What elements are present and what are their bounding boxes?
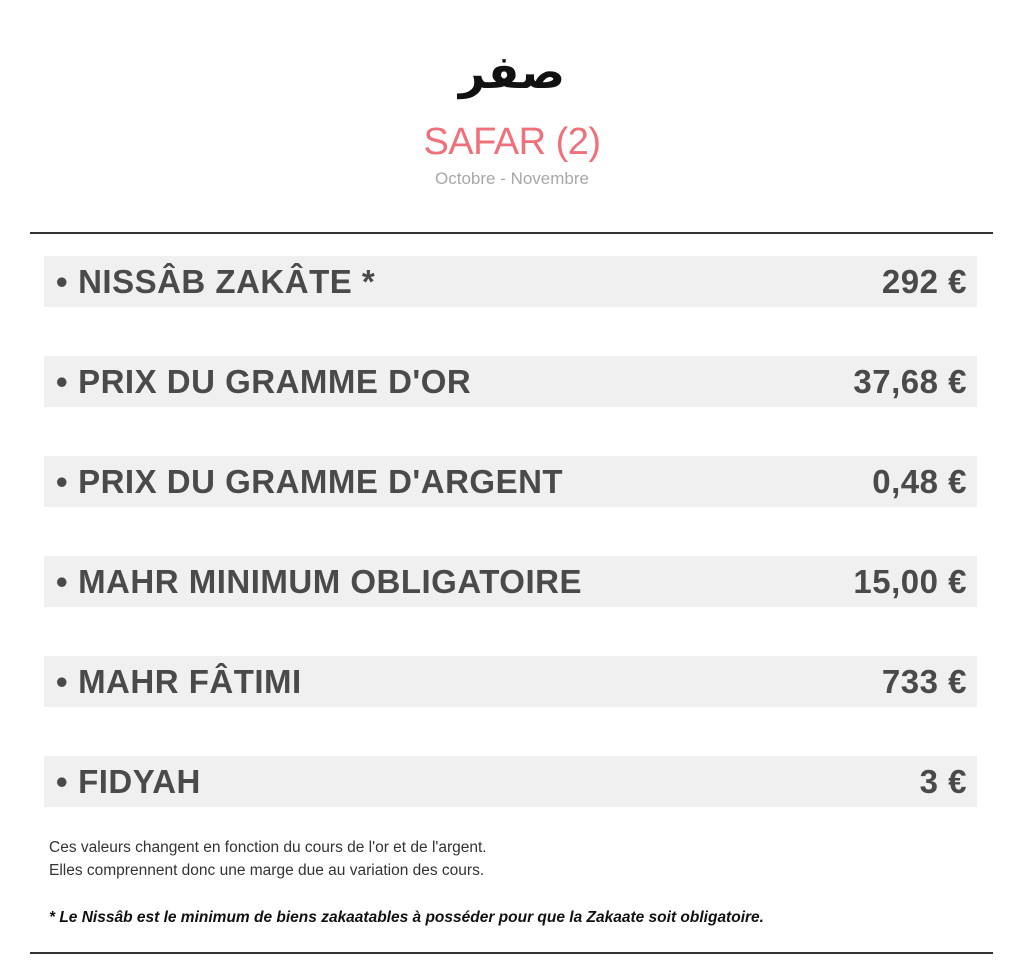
rate-label-text: NISSÂB ZAKÂTE * — [78, 262, 376, 300]
footnote: * Le Nissâb est le minimum de biens zakaatables à posséder pour que la Zakaate soit obligatoire. — [49, 909, 764, 926]
bullet-icon: • — [56, 562, 69, 600]
rate-value-mahr-fatimi: 733 € — [881, 662, 967, 700]
bullet-icon: • — [56, 662, 69, 700]
rate-label-nissab — [56, 263, 375, 301]
rate-value-silver-price: 0,48 € — [872, 462, 967, 500]
rate-row-gold-price — [44, 356, 977, 407]
note-line-1: Ces valeurs changent en fonction du cours de l'or et de l'argent. — [49, 839, 487, 856]
rate-label-silver-price — [56, 463, 563, 501]
rate-value-gold-price: 37,68 € — [853, 362, 967, 400]
rate-row-mahr-minimum — [44, 556, 977, 607]
rate-value-nissab: 292 € — [881, 262, 967, 300]
bottom-divider — [30, 952, 993, 954]
month-title: SAFAR (2) — [423, 121, 601, 163]
rates-list — [44, 256, 977, 807]
month-range: Octobre - Novembre — [435, 169, 589, 188]
rate-label-text: PRIX DU GRAMME D'OR — [78, 362, 472, 400]
rate-value-mahr-minimum: 15,00 € — [853, 562, 967, 600]
rate-label-text: MAHR FÂTIMI — [78, 662, 302, 700]
note-line-2: Elles comprennent donc une marge due au variation des cours. — [49, 862, 485, 879]
notes — [49, 836, 989, 882]
rate-label-mahr-fatimi — [56, 663, 302, 701]
rate-label-fidyah — [56, 763, 201, 801]
rate-label-text: PRIX DU GRAMME D'ARGENT — [78, 462, 564, 500]
top-divider — [30, 232, 993, 234]
bullet-icon: • — [56, 762, 69, 800]
bullet-icon: • — [56, 462, 69, 500]
arabic-title: صفر — [458, 45, 566, 99]
rate-label-text: FIDYAH — [78, 762, 201, 800]
bullet-icon: • — [56, 362, 69, 400]
rate-label-text: MAHR MINIMUM OBLIGATOIRE — [78, 562, 582, 600]
rate-row-fidyah — [44, 756, 977, 807]
rate-row-silver-price — [44, 456, 977, 507]
rate-label-mahr-minimum — [56, 563, 582, 601]
rate-label-gold-price — [56, 363, 471, 401]
rate-row-mahr-fatimi — [44, 656, 977, 707]
bullet-icon: • — [56, 262, 69, 300]
rate-value-fidyah: 3 € — [919, 762, 967, 800]
rate-row-nissab — [44, 256, 977, 307]
